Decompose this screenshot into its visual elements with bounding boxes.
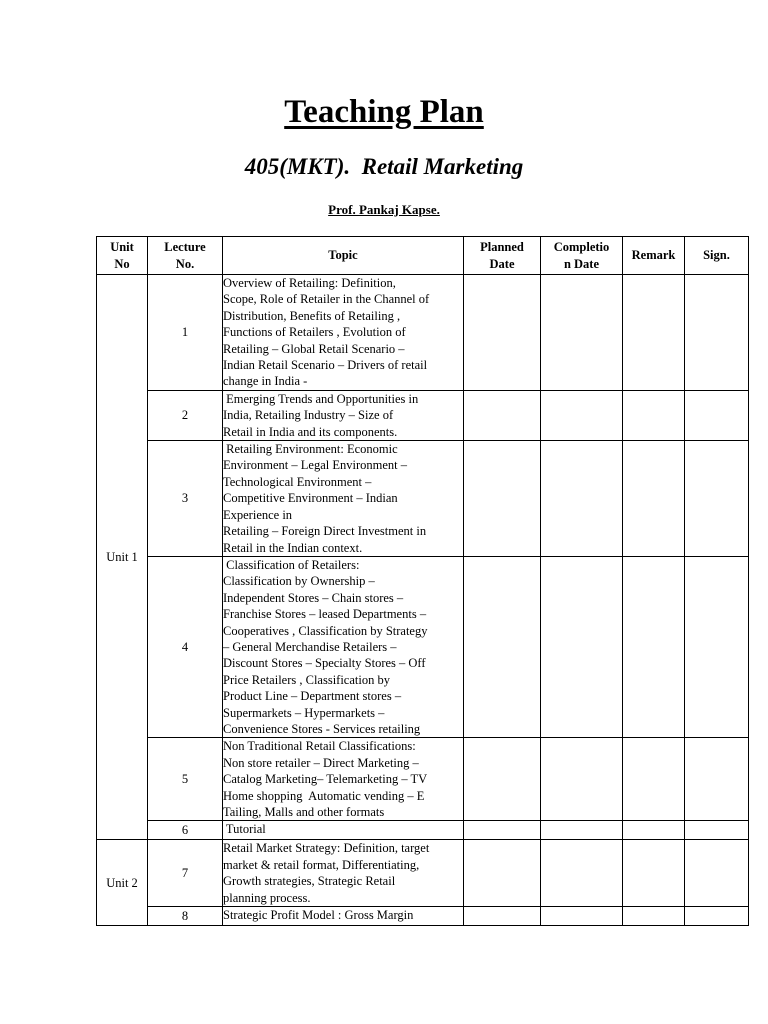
topic-line: Overview of Retailing: Definition, — [223, 276, 396, 290]
header-completion-date: Completio n Date — [541, 237, 623, 275]
topic-line: Supermarkets – Hypermarkets – — [223, 705, 385, 720]
topic-line: Retailing – Foreign Direct Investment in — [223, 524, 427, 539]
topic-line: Indian Retail Scenario – Drivers of retail — [223, 358, 428, 373]
sign-cell — [685, 821, 749, 840]
topic-line: Retail Market Strategy: Definition, target — [223, 841, 430, 856]
topic-line: planning process. — [223, 890, 311, 905]
sign-cell — [685, 441, 749, 557]
planned-date-cell — [464, 556, 541, 737]
topic-cell — [223, 840, 464, 907]
lecture-number: 6 — [148, 821, 223, 840]
topic-line: Distribution, Benefits of Retailing , — [223, 308, 401, 323]
table-row — [97, 556, 749, 737]
topic-line: Cooperatives , Classification by Strategy — [223, 623, 428, 638]
sign-cell — [685, 390, 749, 440]
completion-date-cell — [541, 907, 623, 926]
topic-line: Scope, Role of Retailer in the Channel of — [223, 292, 430, 307]
table-row — [97, 738, 749, 821]
completion-date-cell — [541, 821, 623, 840]
remark-cell — [623, 556, 685, 737]
planned-date-cell — [464, 738, 541, 821]
topic-cell — [223, 390, 464, 440]
topic-line: Growth strategies, Strategic Retail — [223, 874, 396, 889]
remark-cell — [623, 275, 685, 391]
topic-line: Non store retailer – Direct Marketing – — [223, 755, 419, 770]
remark-cell — [623, 907, 685, 926]
completion-date-cell — [541, 390, 623, 440]
topic-line: Technological Environment – — [223, 474, 372, 489]
planned-date-cell — [464, 275, 541, 391]
topic-line: Classification by Ownership – — [223, 574, 375, 589]
table-row — [97, 390, 749, 440]
lecture-number: 2 — [148, 390, 223, 440]
topic-line: Competitive Environment – Indian — [223, 491, 398, 506]
topic-line: Discount Stores – Specialty Stores – Off — [223, 656, 426, 671]
lecture-number: 5 — [148, 738, 223, 821]
teaching-plan-table — [96, 236, 749, 926]
table-row — [97, 840, 749, 907]
topic-line: Catalog Marketing– Telemarketing – TV — [223, 772, 428, 787]
sign-cell — [685, 738, 749, 821]
remark-cell — [623, 441, 685, 557]
lecture-number: 3 — [148, 441, 223, 557]
topic-line: Environment – Legal Environment – — [223, 458, 407, 473]
topic-line: Tutorial — [223, 822, 266, 837]
document-title-text: Teaching Plan — [284, 94, 484, 130]
lecture-number: 8 — [148, 907, 223, 926]
course-subtitle: 405(MKT). Retail Marketing — [244, 154, 524, 179]
topic-line: Retail in the Indian context. — [223, 540, 363, 555]
planned-date-cell — [464, 390, 541, 440]
topic-cell — [223, 907, 464, 926]
header-remark: Remark — [623, 237, 685, 275]
planned-date-cell — [464, 907, 541, 926]
topic-line: Non Traditional Retail Classifications: — [223, 739, 416, 754]
sign-cell — [685, 840, 749, 907]
topic-line: Independent Stores – Chain stores – — [223, 590, 404, 605]
header-planned-date: Planned Date — [464, 237, 541, 275]
unit-cell: Unit 1 — [97, 275, 148, 840]
completion-date-cell — [541, 840, 623, 907]
completion-date-cell — [541, 738, 623, 821]
table-row — [97, 441, 749, 557]
lecture-number: 1 — [148, 275, 223, 391]
topic-line: Franchise Stores – leased Departments – — [223, 607, 427, 622]
completion-date-cell — [541, 275, 623, 391]
topic-line: market & retail format, Differentiating, — [223, 857, 420, 872]
remark-cell — [623, 821, 685, 840]
planned-date-cell — [464, 840, 541, 907]
document-title — [0, 94, 768, 131]
topic-line: Classification of Retailers: — [223, 557, 360, 572]
planned-date-cell — [464, 821, 541, 840]
author-name: Prof. Pankaj Kapse. — [328, 202, 440, 217]
completion-date-cell — [541, 441, 623, 557]
table-row — [97, 275, 749, 391]
topic-line: Strategic Profit Model : Gross Margin — [223, 908, 414, 923]
sign-cell — [685, 556, 749, 737]
topic-line: – General Merchandise Retailers – — [223, 639, 397, 654]
topic-line: Convenience Stores - Services retailing — [223, 721, 421, 736]
planned-date-cell — [464, 441, 541, 557]
remark-cell — [623, 738, 685, 821]
unit-cell: Unit 2 — [97, 840, 148, 926]
sign-cell — [685, 275, 749, 391]
header-unit-no: Unit No — [97, 237, 148, 275]
topic-line: Retail in India and its components. — [223, 424, 398, 439]
remark-cell — [623, 390, 685, 440]
header-lecture-no: Lecture No. — [148, 237, 223, 275]
topic-cell — [223, 821, 464, 840]
topic-line: Experience in — [223, 507, 293, 522]
topic-cell — [223, 556, 464, 737]
completion-date-cell — [541, 556, 623, 737]
header-topic: Topic — [223, 237, 464, 275]
topic-line: Home shopping Automatic vending – E — [223, 788, 425, 803]
author-line — [0, 202, 768, 218]
topic-line: India, Retailing Industry – Size of — [223, 408, 394, 423]
topic-cell — [223, 738, 464, 821]
table-row — [97, 821, 749, 840]
topic-line: Retailing – Global Retail Scenario – — [223, 341, 405, 356]
topic-line: Product Line – Department stores – — [223, 689, 402, 704]
topic-line: Tailing, Malls and other formats — [223, 805, 385, 819]
table-row — [97, 907, 749, 926]
topic-cell — [223, 275, 464, 391]
topic-cell — [223, 441, 464, 557]
lecture-number: 4 — [148, 556, 223, 737]
header-sign: Sign. — [685, 237, 749, 275]
topic-line: Retailing Environment: Economic — [223, 442, 398, 457]
topic-line: Price Retailers , Classification by — [223, 672, 390, 687]
lecture-number: 7 — [148, 840, 223, 907]
topic-line: Emerging Trends and Opportunities in — [223, 391, 419, 406]
topic-line: change in India - — [223, 374, 308, 389]
topic-line: Functions of Retailers , Evolution of — [223, 325, 406, 340]
sign-cell — [685, 907, 749, 926]
remark-cell — [623, 840, 685, 907]
table-header-row — [97, 237, 749, 275]
